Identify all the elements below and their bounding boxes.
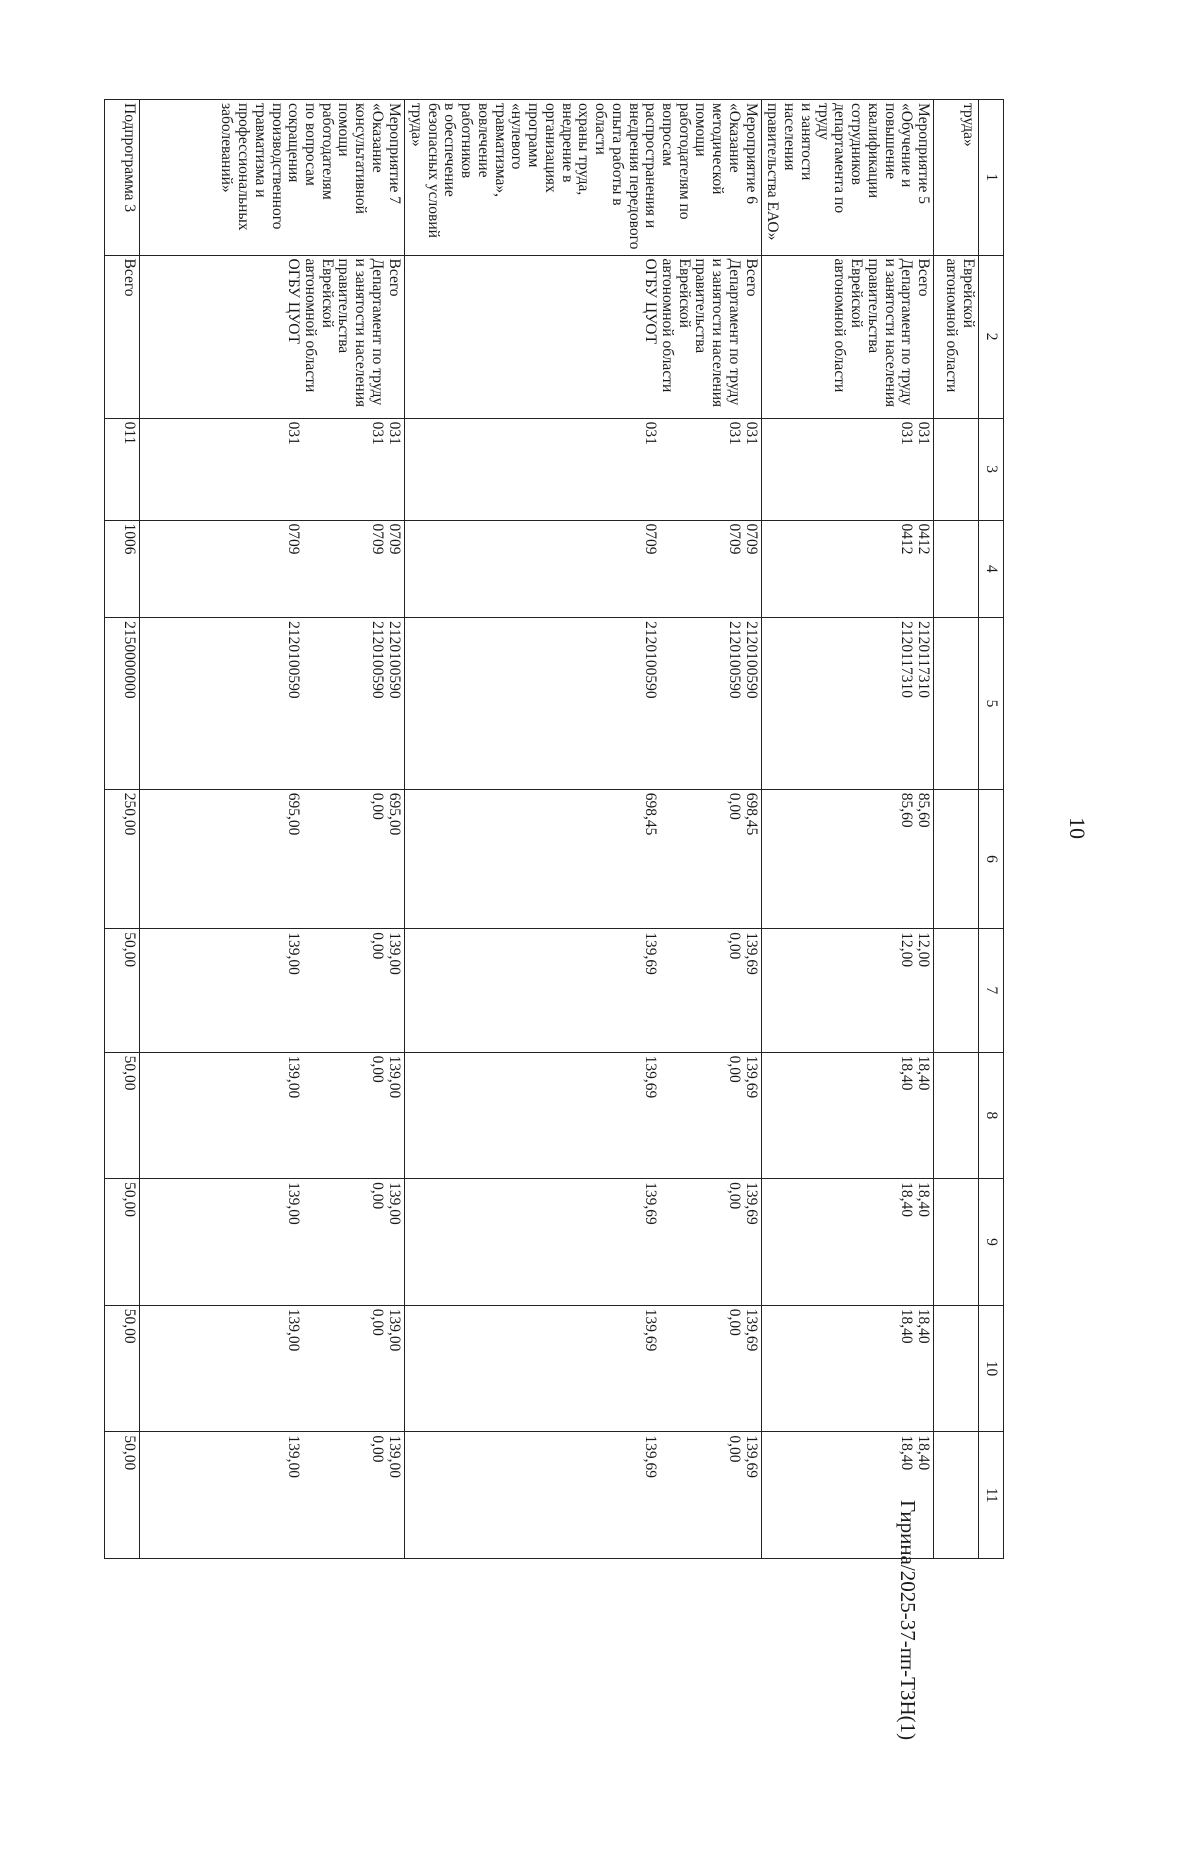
target-article-cell: 2120100590 2120100590 2120100590 [404, 618, 761, 790]
event-name-cell: Мероприятие 7 «Оказание консультативной помощи работодателям по вопросам сокращения производственного травматизма и профессиональных заболеваний» [139, 100, 404, 256]
amount-cell: 139,69 0,00 139,69 [404, 929, 761, 1052]
amount-cell: 139,00 0,00 139,00 [139, 1305, 404, 1432]
amount-cell: 85,60 85,60 [761, 789, 933, 928]
event-name-cell: Мероприятие 6 «Оказание методической помощи работодателям по вопросам распространения и внедрения передового опыта работы в области охраны труда, внедрение в организациях программ «нулевого травматизма», вовлечение работников в обеспечение безопасных условий труда» [404, 100, 761, 256]
header-cell: 8 [979, 1052, 1004, 1179]
budget-table-wrap [120, 99, 1004, 1559]
amount-cell: 139,69 0,00 139,69 [404, 1179, 761, 1306]
amount-cell: 139,69 0,00 139,69 [404, 1305, 761, 1432]
amount-cell: 139,00 0,00 139,00 [139, 1432, 404, 1559]
executor-cell: Всего [104, 255, 139, 418]
amount-cell: 139,69 0,00 139,69 [404, 1052, 761, 1179]
header-cell: 4 [979, 520, 1004, 618]
event-name-cell: Подпрограмма 3 [104, 100, 139, 256]
executor-cell: Всего Департамент по труду и занятости населения правительства Еврейской автономной области [761, 255, 933, 418]
section-cell: 0709 0709 0709 [404, 520, 761, 618]
header-cell: 2 [979, 255, 1004, 418]
section-cell: 0709 0709 0709 [139, 520, 404, 618]
executor-cell: Еврейской автономной области [934, 255, 979, 418]
kbk-cell: 011 [104, 418, 139, 520]
amount-cell: 139,69 0,00 139,69 [404, 1432, 761, 1559]
section-cell: 1006 [104, 520, 139, 618]
header-cell: 3 [979, 418, 1004, 520]
kbk-cell: 031 031 [761, 418, 933, 520]
budget-table [104, 99, 1004, 1559]
table-row-event-6 [404, 100, 761, 1559]
amount-cell: 698,45 0,00 698,45 [404, 789, 761, 928]
header-cell: 6 [979, 789, 1004, 928]
event-name-cell: Мероприятие 5 «Обучение и повышение квалификации сотрудников департамента по труду и занятости населения правительства ЕАО» [761, 100, 933, 256]
amount-cell: 50,00 [104, 929, 139, 1052]
header-cell: 9 [979, 1179, 1004, 1306]
amount-cell: 12,00 12,00 [761, 929, 933, 1052]
amount-cell: 139,00 0,00 139,00 [139, 929, 404, 1052]
target-article-cell: 2120100590 2120100590 2120100590 [139, 618, 404, 790]
section-cell: 0412 0412 [761, 520, 933, 618]
amount-cell: 139,00 0,00 139,00 [139, 1052, 404, 1179]
header-cell: 1 [979, 100, 1004, 256]
kbk-cell: 031 031 031 [139, 418, 404, 520]
amount-cell: 250,00 [104, 789, 139, 928]
header-cell: 10 [979, 1305, 1004, 1432]
table-row-continuation [934, 100, 979, 1559]
amount-cell: 50,00 [104, 1305, 139, 1432]
amount-cell: 695,00 0,00 695,00 [139, 789, 404, 928]
amount-cell: 18,40 18,40 [761, 1052, 933, 1179]
table-row-event-5 [761, 100, 933, 1559]
target-article-cell: 2120117310 2120117310 [761, 618, 933, 790]
amount-cell: 50,00 [104, 1179, 139, 1306]
target-article-cell: 2150000000 [104, 618, 139, 790]
amount-cell: 18,40 18,40 [761, 1179, 933, 1306]
amount-cell: 139,00 0,00 139,00 [139, 1179, 404, 1306]
header-cell: 5 [979, 618, 1004, 790]
amount-cell: 50,00 [104, 1432, 139, 1559]
executor-cell: Всего Департамент по труду и занятости населения правительства Еврейской автономной области ОГБУ ЦУОТ [404, 255, 761, 418]
header-cell: 7 [979, 929, 1004, 1052]
amount-cell: 18,40 18,40 [761, 1305, 933, 1432]
executor-cell: Всего Департамент по труду и занятости населения правительства Еврейской автономной области ОГБУ ЦУОТ [139, 255, 404, 418]
header-row [979, 100, 1004, 1559]
amount-cell: 18,40 18,40 [761, 1432, 933, 1559]
table-row-event-7 [139, 100, 404, 1559]
page-number: 10 [1065, 817, 1090, 839]
kbk-cell: 031 031 031 [404, 418, 761, 520]
event-name-cell: труда» [934, 100, 979, 256]
amount-cell: 50,00 [104, 1052, 139, 1179]
header-cell: 11 [979, 1432, 1004, 1559]
table-row-subprogram-3 [104, 100, 139, 1559]
document-code: Гирина/2025-37-пп-ТЗН(1) [896, 1500, 920, 1741]
